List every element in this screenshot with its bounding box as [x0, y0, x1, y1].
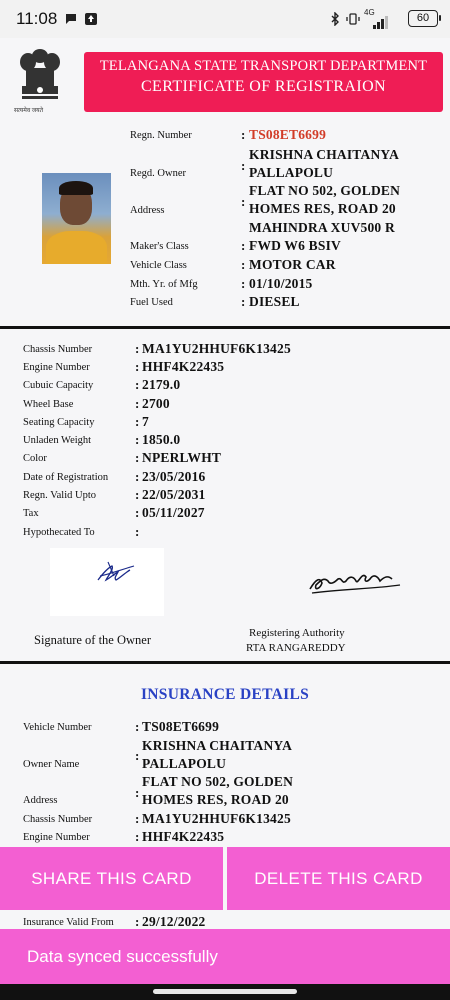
address-value-line1: FLAT NO 502, GOLDEN — [249, 183, 401, 198]
unladen-label: Unladen Weight — [23, 435, 92, 446]
ins-valid-from-label: Insurance Valid From — [23, 917, 114, 928]
ins-vehicle-value: TS08ET6699 — [142, 719, 220, 734]
insurance-section: INSURANCE DETAILS Vehicle Number : TS08ET6699 Owner Name : KRISHNA CHAITANYA PALLAPOLU Address : FLAT NO 502, GOLDEN HOMES RES, ROAD 20 Chassis Number : MA1YU2HHUF6K13425 Engine Number : HHF4K22435 Insurance Valid From : 29/12/2022 — [0, 664, 450, 1000]
owner-value-line2: PALLAPOLU — [249, 165, 334, 180]
chassis-label: Chassis Number — [23, 344, 93, 355]
color-label: Color — [23, 453, 47, 464]
chassis-value: MA1YU2HHUF6K13425 — [142, 341, 291, 356]
regn-number-value: TS08ET6699 — [249, 127, 327, 142]
tax-label: Tax — [23, 508, 39, 519]
makers-class-value-line2: FWD W6 BSIV — [249, 238, 341, 253]
ins-owner-value-line2: PALLAPOLU — [142, 756, 227, 771]
ins-engine-value: HHF4K22435 — [142, 829, 225, 844]
vehicle-class-label: Vehicle Class — [130, 260, 187, 271]
status-bar — [0, 0, 450, 38]
upload-icon — [84, 12, 98, 26]
vehicle-details-section: Chassis Number : MA1YU2HHUF6K13425 Engine Number : HHF4K22435 Cubuic Capacity : 2179.0 Wheel Base : 2700 Seating Capacity : 7 Unladen Weight : 1850.0 Color : NPERLWHT Date of Registration : 23/05/2016 Regn. Valid Upto : 22/05/2031 Tax : 05/11/2027 Hypothecated To : Signature of the Owner Registering Authority RTA RANGAREDDY — [0, 329, 450, 661]
owner-signature-caption: Signature of the Owner — [34, 633, 151, 647]
ins-chassis-value: MA1YU2HHUF6K13425 — [142, 811, 291, 826]
engine-label: Engine Number — [23, 362, 90, 373]
unladen-value: 1850.0 — [142, 432, 181, 447]
vehicle-class-value: MOTOR CAR — [249, 257, 336, 272]
fuel-label: Fuel Used — [130, 297, 173, 308]
mfg-value: 01/10/2015 — [249, 276, 313, 291]
share-card-button[interactable]: SHARE THIS CARD — [0, 847, 223, 910]
ins-chassis-label: Chassis Number — [23, 814, 93, 825]
owner-photo — [42, 173, 111, 264]
cubic-capacity-value: 2179.0 — [142, 377, 181, 392]
valid-upto-value: 22/05/2031 — [142, 487, 206, 502]
seating-label: Seating Capacity — [23, 417, 95, 428]
chat-icon — [64, 12, 78, 26]
owner-signature-image — [50, 548, 164, 616]
ins-valid-from-value: 29/12/2022 — [142, 914, 206, 929]
battery-icon: 60 — [408, 10, 438, 27]
network-type: 4G — [364, 8, 375, 17]
makers-class-value-line1: MAHINDRA XUV500 R — [249, 220, 395, 235]
header-title-box — [84, 52, 443, 112]
owner-label: Regd. Owner — [130, 168, 186, 179]
department-title: TELANGANA STATE TRANSPORT DEPARTMENT — [99, 58, 428, 74]
seating-value: 7 — [142, 414, 149, 429]
authority-caption: Registering Authority — [249, 627, 345, 639]
ins-engine-label: Engine Number — [23, 832, 90, 843]
tax-value: 05/11/2027 — [142, 505, 205, 520]
vibrate-icon — [346, 12, 360, 26]
hypothecated-label: Hypothecated To — [23, 527, 95, 538]
reg-date-value: 23/05/2016 — [142, 469, 206, 484]
authority-office: RTA RANGAREDDY — [246, 642, 346, 654]
certificate-title: CERTIFICATE OF REGISTRAION — [140, 78, 386, 95]
signal-icon — [372, 16, 390, 30]
owner-signature-icon — [50, 548, 164, 616]
certificate-header — [0, 38, 450, 120]
delete-card-button[interactable]: DELETE THIS CARD — [227, 847, 450, 910]
emblem-caption: सत्यमेव जयते — [14, 108, 44, 114]
reg-date-label: Date of Registration — [23, 472, 109, 483]
authority-signature-icon — [306, 561, 404, 601]
fuel-value: DIESEL — [249, 294, 300, 309]
color-value: NPERLWHT — [142, 450, 222, 465]
bluetooth-icon — [328, 12, 342, 26]
ins-address-value-line1: FLAT NO 502, GOLDEN — [142, 774, 294, 789]
cubic-capacity-label: Cubuic Capacity — [23, 380, 94, 391]
address-label: Address — [130, 205, 165, 216]
sync-toast: Data synced successfully — [0, 929, 450, 984]
navigation-bar — [0, 984, 450, 1000]
owner-value-line1: KRISHNA CHAITANYA — [249, 147, 400, 162]
registration-section: Regn. Number : TS08ET6699 Regd. Owner : KRISHNA CHAITANYA PALLAPOLU Address : FLAT NO 502, GOLDEN HOMES RES, ROAD 20 MAHINDRA XUV500 R Maker's Class : FWD W6 BSIV Vehicle Class : MOTOR CAR Mth. Yr. of Mfg : 01/10/2015 Fuel Used : DIESEL — [0, 120, 450, 326]
home-gesture-handle[interactable] — [153, 989, 297, 994]
ins-vehicle-label: Vehicle Number — [23, 722, 92, 733]
ins-address-value-line2: HOMES RES, ROAD 20 — [142, 792, 289, 807]
valid-upto-label: Regn. Valid Upto — [23, 490, 97, 501]
wheel-base-label: Wheel Base — [23, 399, 74, 410]
engine-value: HHF4K22435 — [142, 359, 225, 374]
makers-class-label: Maker's Class — [130, 241, 189, 252]
mfg-label: Mth. Yr. of Mfg — [130, 279, 198, 290]
ins-owner-label: Owner Name — [23, 759, 80, 770]
ins-owner-value-line1: KRISHNA CHAITANYA — [142, 738, 293, 753]
status-time: 11:08 — [16, 9, 58, 28]
insurance-title: INSURANCE DETAILS — [140, 686, 310, 703]
regn-number-label: Regn. Number — [130, 130, 192, 141]
address-value-line2: HOMES RES, ROAD 20 — [249, 201, 396, 216]
wheel-base-value: 2700 — [142, 396, 170, 411]
ins-address-label: Address — [23, 795, 58, 806]
